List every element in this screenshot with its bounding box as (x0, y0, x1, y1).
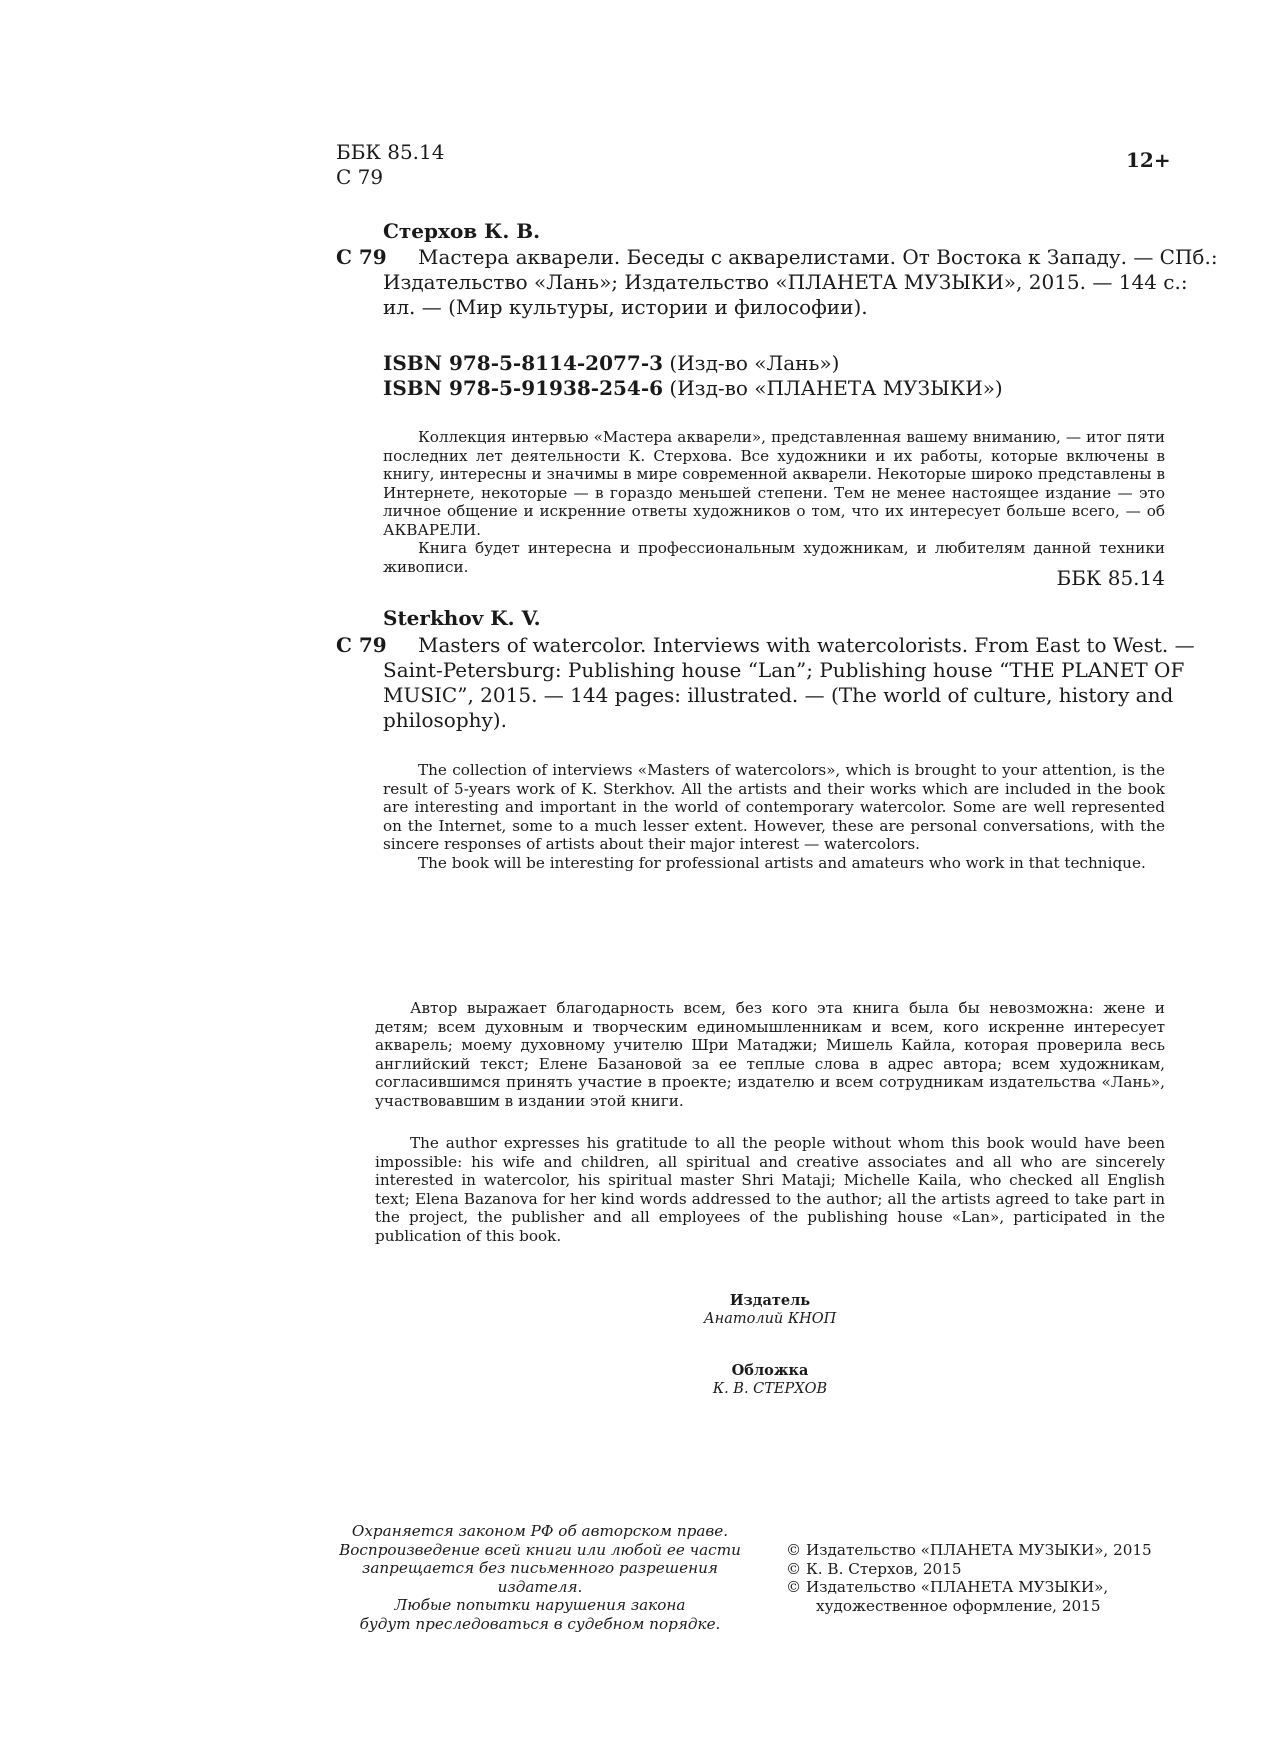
ru-abstract-para-1: Коллекция интервью «Мастера акварели», представленная вашему вниманию, — итог пяти последних лет деятельности К. Стерхова. Все художники и их работы, которые включены в книгу, интересны и значимы в мире современной акварели. Некоторые широко представлены в Интернете, некоторые — в гораздо меньшей степени. Тем не менее настоящее издание — это личное общение и искренние ответы художников о том, что их интересует больше всего, — об АКВАРЕЛИ. (383, 428, 1165, 539)
en-abstract-para-2: The book will be interesting for professional artists and amateurs who work in that technique. (418, 853, 1146, 872)
copyright-block (786, 1541, 1166, 1615)
en-title-line-3: MUSIC”, 2015. — 144 pages: illustrated. — (The world of culture, history and (383, 683, 1174, 707)
en-thanks-text: The author expresses his gratitude to all the people without whom this book would have been impossible: his wife and children, all spiritual and creative associates and all who are sincerely interested in watercolor, his spiritual master Shri Mataji; Michelle Kaila, who checked all English text; Elena Bazanova for her kind words addressed to the author; all the artists agreed to take part in the project, the publisher and all employees of the publishing house «Lan», participated in the publication of this book. (375, 1134, 1165, 1245)
copyright-line-3: © Издательство «ПЛАНЕТА МУЗЫКИ», (786, 1578, 1109, 1596)
publisher-name: Анатолий КНОП (703, 1311, 837, 1327)
en-code: С 79 (336, 633, 387, 657)
legal-line-2: Воспроизведение всей книги или любой ее части (339, 1540, 741, 1559)
cover-label: Обложка (731, 1362, 809, 1379)
legal-notice (320, 1522, 760, 1633)
copyright-line-4: художественное оформление, 2015 (816, 1596, 1101, 1615)
en-title-line-1: Masters of watercolor. Interviews with watercolorists. From East to West. — (418, 633, 1195, 657)
legal-line-4: Любые попытки нарушения закона (394, 1596, 686, 1614)
ru-code: С 79 (336, 245, 387, 269)
isbn-1-publisher: (Изд-во «Лань») (663, 351, 840, 375)
ru-abstract-para-2: Книга будет интересна и профессиональным художникам, и любителям данной техники живописи. (383, 539, 1165, 576)
isbn-2-publisher: (Изд-во «ПЛАНЕТА МУЗЫКИ») (663, 376, 1003, 400)
ru-abstract (383, 428, 1165, 576)
ru-author: Стерхов К. В. (383, 219, 541, 243)
cover-name: К. В. СТЕРХОВ (712, 1381, 828, 1397)
en-title-line-4: philosophy). (383, 708, 507, 732)
isbn-1 (383, 351, 839, 376)
legal-line-3: запрещается без письменного разрешения издателя. (362, 1559, 718, 1596)
ru-abstract-bbk: ББК 85.14 (1056, 566, 1165, 590)
ru-title-line-1: Мастера акварели. Беседы с акварелистами. От Востока к Западу. — СПб.: (418, 245, 1218, 269)
ru-title-line-3: ил. — (Мир культуры, истории и философии). (383, 295, 868, 319)
en-abstract (383, 761, 1165, 872)
cover-credit (640, 1362, 900, 1398)
legal-line-1: Охраняется законом РФ об авторском праве. (351, 1522, 729, 1540)
publisher-credit (640, 1292, 900, 1328)
en-title-line-2: Saint-Petersburg: Publishing house “Lan”; Publishing house “THE PLANET OF (383, 658, 1185, 682)
ru-title-line-2: Издательство «Лань»; Издательство «ПЛАНЕТА МУЗЫКИ», 2015. — 144 с.: (383, 270, 1188, 294)
en-thanks (375, 1134, 1165, 1245)
author-mark: С 79 (336, 165, 384, 189)
copyright-line-2: © К. В. Стерхов, 2015 (786, 1559, 962, 1578)
en-abstract-para-1: The collection of interviews «Masters of watercolors», which is brought to your attention, is the result of 5-years work of K. Sterkhov. All the artists and their works which are included in the book are interesting and important in the world of contemporary watercolor. Some are well represented on the Internet, some to a much lesser extent. However, these are personal conversations, with the sincere responses of artists about their major interest — watercolors. (383, 761, 1165, 853)
age-rating: 12+ (1126, 148, 1171, 172)
legal-line-5: будут преследоваться в судебном порядке. (359, 1614, 721, 1633)
bbk-header (336, 140, 445, 190)
publisher-label: Издатель (729, 1292, 811, 1309)
ru-thanks-text: Автор выражает благодарность всем, без кого эта книга была бы невозможна: жене и детям; всем духовным и творческим единомышленникам и всем, кого искренне интересует акварель; моему духовному учителю Шри Матаджи; Мишель Кайла, которая проверила весь английский текст; Елене Базановой за ее теплые слова в адрес автора; всем художникам, согласившимся принять участие в проекте; издателю и всем сотрудникам издательства «Лань», участвовавшим в издании этой книги. (375, 999, 1165, 1110)
en-author: Sterkhov K. V. (383, 606, 541, 630)
isbn-2 (383, 376, 1003, 401)
isbn-1-number: ISBN 978-5-8114-2077-3 (383, 351, 664, 375)
ru-thanks (375, 999, 1165, 1110)
copyright-line-1: © Издательство «ПЛАНЕТА МУЗЫКИ», 2015 (786, 1541, 1152, 1559)
isbn-2-number: ISBN 978-5-91938-254-6 (383, 376, 664, 400)
bbk-code: ББК 85.14 (336, 140, 445, 164)
